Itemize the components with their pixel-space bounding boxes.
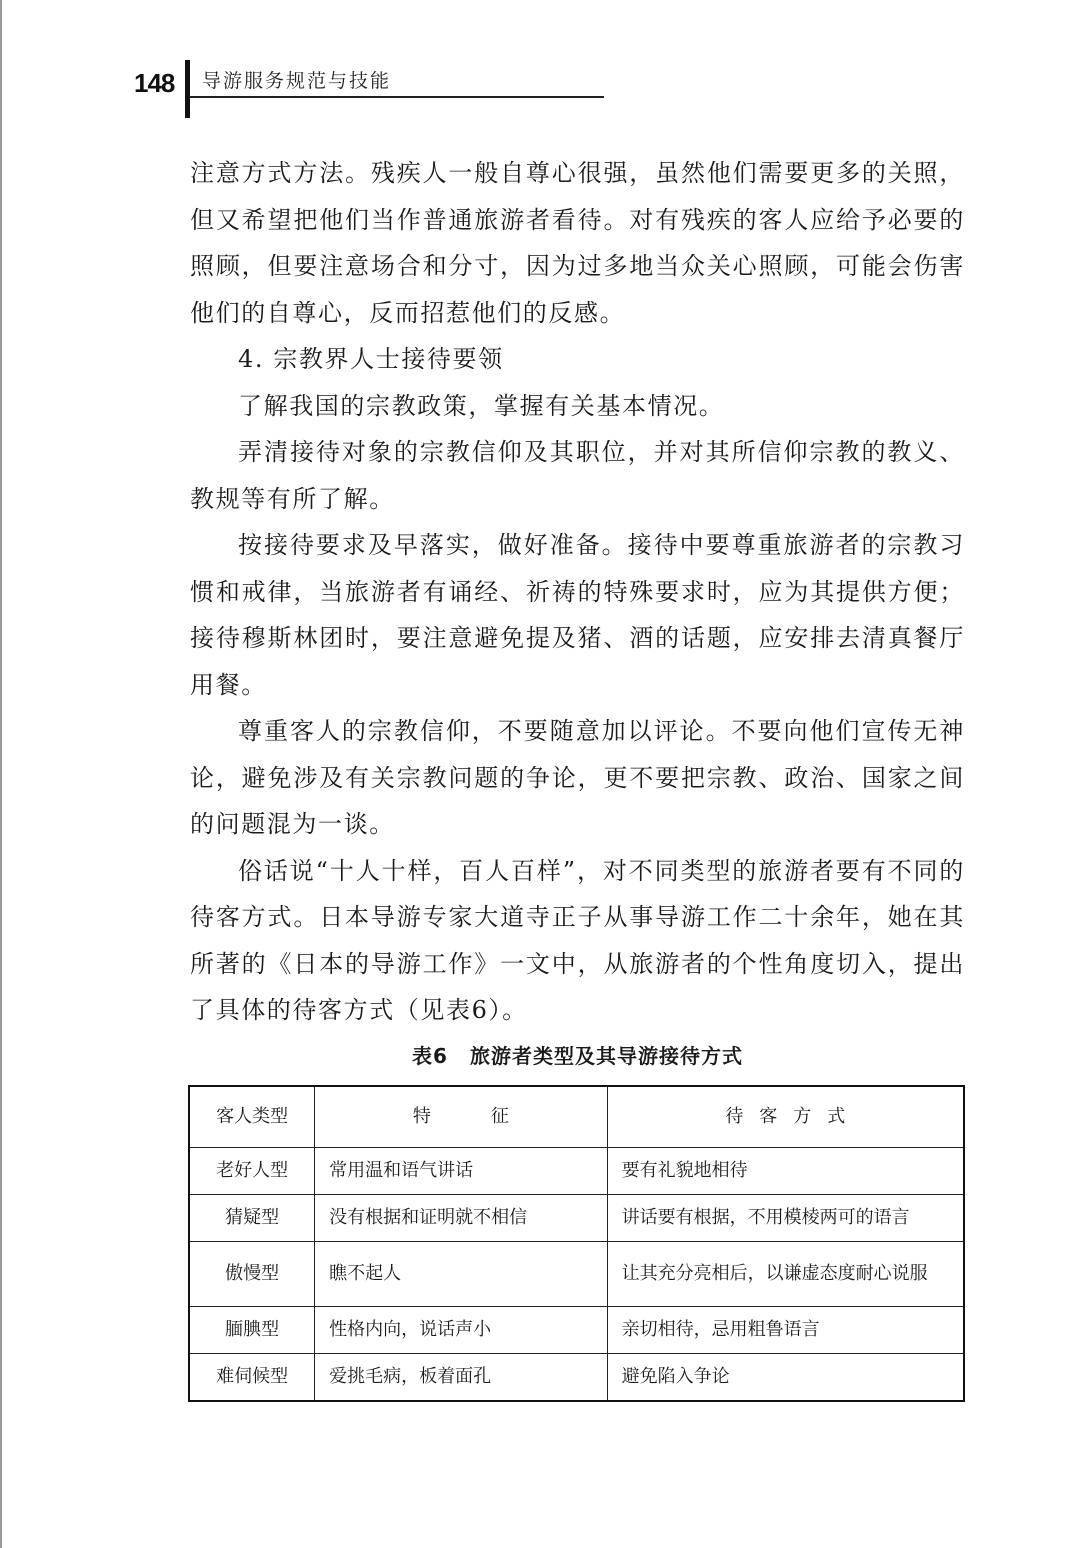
paragraph-continued: 注意方式方法。残疾人一般自尊心很强，虽然他们需要更多的关照，但又希望把他们当作普通旅游者看待。对有残疾的客人应给予必要的照顾，但要注意场合和分寸，因为过多地当众关心照顾，可能会伤害他们的自尊心，反而招惹他们的反感。 (190, 159, 965, 327)
cell-feature: 没有根据和证明就不相信 (315, 1195, 607, 1242)
cell-method: 讲话要有根据，不用模棱两可的语言 (607, 1195, 964, 1242)
cell-method: 避免陷入争论 (607, 1354, 964, 1402)
tourist-type-table (188, 1085, 965, 1402)
cell-method: 亲切相待，忌用粗鲁语言 (607, 1307, 964, 1354)
cell-guest-type: 傲慢型 (189, 1242, 315, 1307)
table-number: 表6 (412, 1044, 448, 1068)
body-text (190, 150, 965, 1034)
table-row (189, 1148, 964, 1195)
table-title: 旅游者类型及其导游接待方式 (469, 1044, 743, 1068)
cell-method: 让其充分亮相后，以谦虚态度耐心说服 (607, 1242, 964, 1307)
table-row (189, 1307, 964, 1354)
cell-guest-type: 猜疑型 (189, 1195, 315, 1242)
table-header-row (189, 1086, 964, 1148)
header-rule (190, 96, 604, 98)
paragraph: 按接待要求及早落实，做好准备。接待中要尊重旅游者的宗教习惯和戒律，当旅游者有诵经、祈祷的特殊要求时，应为其提供方便；接待穆斯林团时，要注意避免提及猪、酒的话题，应安排去清真餐厅用餐。 (190, 531, 965, 699)
header-method: 待客方式 (607, 1086, 964, 1148)
table-row (189, 1195, 964, 1242)
header-vertical-bar (185, 60, 190, 118)
page-number: 148 (134, 68, 175, 98)
page-left-edge (0, 0, 2, 1548)
table-row (189, 1354, 964, 1402)
cell-guest-type: 难伺候型 (189, 1354, 315, 1402)
cell-feature: 瞧不起人 (315, 1242, 607, 1307)
table-caption (190, 1040, 965, 1069)
header-guest-type: 客人类型 (189, 1086, 315, 1148)
header-feature: 特征 (315, 1086, 607, 1148)
paragraph: 尊重客人的宗教信仰，不要随意加以评论。不要向他们宣传无神论，避免涉及有关宗教问题的争论，更不要把宗教、政治、国家之间的问题混为一谈。 (190, 717, 965, 838)
paragraph: 俗话说“十人十样，百人百样”，对不同类型的旅游者要有不同的待客方式。日本导游专家大道寺正子从事导游工作二十余年，她在其所著的《日本的导游工作》一文中，从旅游者的个性角度切入，提出了具体的待客方式（见表6）。 (190, 856, 965, 1024)
book-title: 导游服务规范与技能 (202, 70, 392, 92)
cell-feature: 常用温和语气讲话 (315, 1148, 607, 1195)
table-row (189, 1242, 964, 1307)
paragraph: 了解我国的宗教政策，掌握有关基本情况。 (238, 391, 725, 420)
section-heading: 4. 宗教界人士接待要领 (238, 345, 504, 373)
cell-guest-type: 老好人型 (189, 1148, 315, 1195)
cell-guest-type: 腼腆型 (189, 1307, 315, 1354)
paragraph: 弄清接待对象的宗教信仰及其职位，并对其所信仰宗教的教义、教规等有所了解。 (190, 438, 965, 513)
cell-feature: 性格内向，说话声小 (315, 1307, 607, 1354)
running-header (134, 56, 604, 120)
cell-feature: 爱挑毛病，板着面孔 (315, 1354, 607, 1402)
cell-method: 要有礼貌地相待 (607, 1148, 964, 1195)
